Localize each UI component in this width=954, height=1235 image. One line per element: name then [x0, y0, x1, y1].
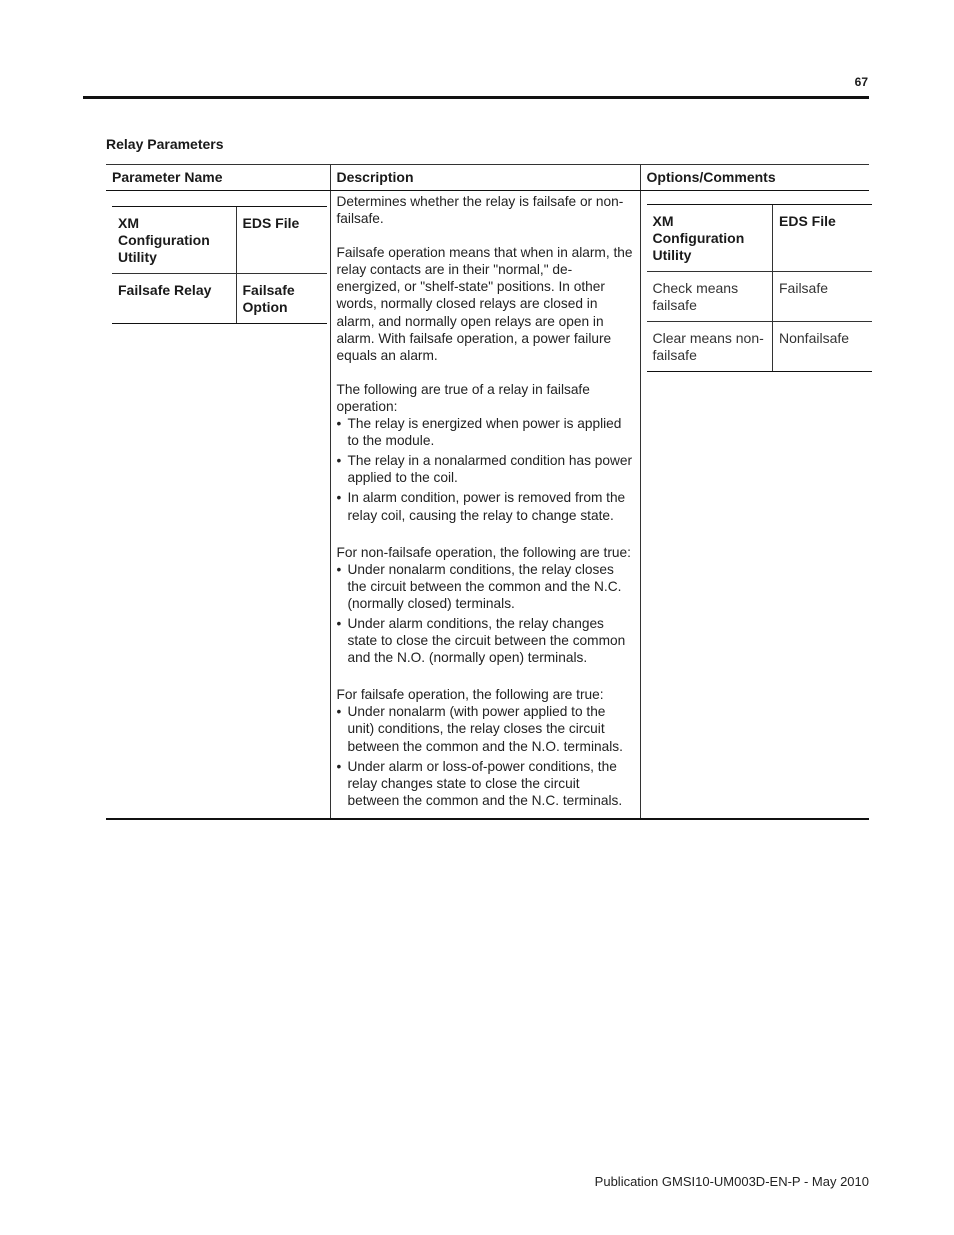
desc-paragraph: Determines whether the relay is failsafe or non-failsafe.: [336, 194, 624, 227]
desc-paragraph: For failsafe operation, the following are true:: [336, 687, 604, 703]
list-item: • The relay is energized when power is applied to the module.: [337, 415, 634, 449]
options-comments-cell: [640, 191, 869, 819]
options-subtable: [647, 204, 872, 372]
desc-bullet-list: [337, 703, 634, 809]
desc-paragraph: Failsafe operation means that when in alarm, the relay contacts are in their "normal," de-energized, or "shelf-state" positions. In other words, normally closed relays are closed in alarm, and normally open relays are open in alarm. With failsafe operation, a power failure equals an alarm.: [336, 245, 633, 363]
param-eds-file-name: Failsafe Option: [236, 274, 327, 324]
header-description: Description: [330, 165, 640, 191]
list-item: • Under alarm or loss-of-power conditions, the relay changes state to close the circuit between the common and the N.C. terminals.: [337, 758, 634, 809]
option-eds-value: Failsafe: [773, 272, 872, 322]
list-item: • Under nonalarm (with power applied to the unit) conditions, the relay closes the circuit between the common and the N.O. terminals.: [337, 703, 634, 754]
list-item: • Under nonalarm conditions, the relay closes the circuit between the common and the N.C. (normally closed) terminals.: [337, 561, 634, 612]
parameter-subtable-header: [112, 207, 327, 274]
header-parameter-name: Parameter Name: [106, 165, 330, 191]
relay-parameters-table: [106, 164, 869, 820]
parameter-name-subtable: [112, 206, 327, 324]
table-row: [106, 191, 869, 819]
description-cell: [330, 191, 640, 819]
header-rule: [83, 96, 869, 99]
option-eds-value: Nonfailsafe: [773, 322, 872, 372]
param-head-eds-file: EDS File: [236, 207, 327, 274]
desc-bullet-list: [337, 561, 634, 667]
desc-paragraph: For non-failsafe operation, the following are true:: [336, 544, 631, 560]
table-header-row: [106, 165, 869, 191]
desc-paragraph: The following are true of a relay in failsafe operation:: [336, 381, 590, 414]
options-subtable-header: [647, 205, 872, 272]
list-item: • Under alarm conditions, the relay changes state to close the circuit between the common and the N.O. (normally open) terminals.: [337, 615, 634, 666]
desc-bullet-list: [337, 415, 634, 524]
list-item: • The relay in a nonalarmed condition has power applied to the coil.: [337, 452, 634, 486]
param-xm-utility-name: Failsafe Relay: [112, 274, 236, 324]
table-row: [647, 322, 872, 372]
parameter-subtable-row: [112, 274, 327, 324]
param-head-xm-utility: XM Configuration Utility: [112, 207, 236, 274]
list-item: • In alarm condition, power is removed from the relay coil, causing the relay to change state.: [337, 489, 634, 523]
page-number: 67: [854, 75, 868, 89]
option-xm-value: Check means failsafe: [647, 272, 773, 322]
publication-footer: Publication GMSI10-UM003D-EN-P - May 2010: [594, 1174, 869, 1189]
parameter-name-cell: [106, 191, 330, 819]
table-row: [647, 272, 872, 322]
header-options-comments: Options/Comments: [640, 165, 869, 191]
section-title: Relay Parameters: [106, 136, 224, 152]
opt-head-eds-file: EDS File: [773, 205, 872, 272]
opt-head-xm-utility: XM Configuration Utility: [647, 205, 773, 272]
option-xm-value: Clear means non-failsafe: [647, 322, 773, 372]
